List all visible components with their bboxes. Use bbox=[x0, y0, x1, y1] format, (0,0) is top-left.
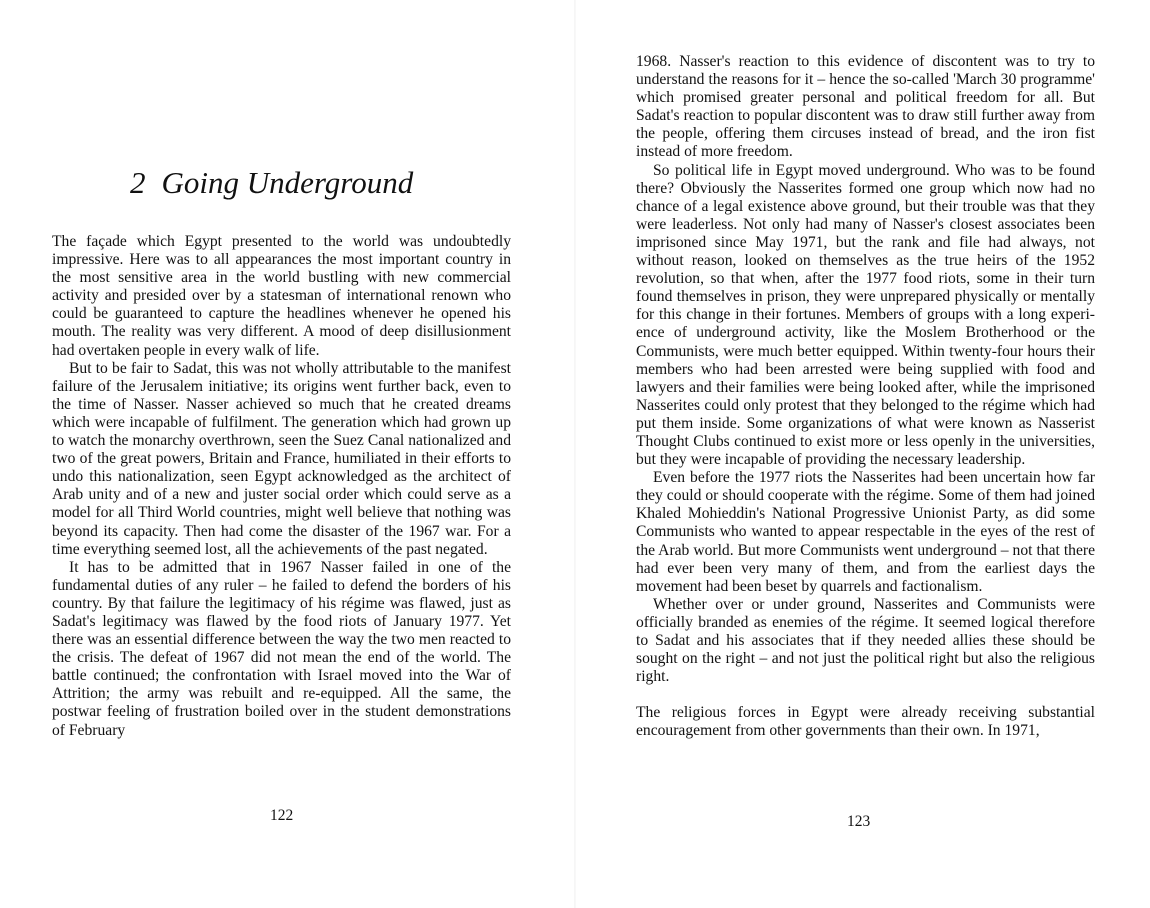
chapter-title: Going Underground bbox=[161, 165, 414, 200]
page-number: 123 bbox=[847, 813, 871, 830]
paragraph: Whether over or under ground, Nasserites and Communists were officially branded as enemies of the régime. It seemed logical therefore to Sadat and his associates that if they needed allies these should be sought on the right – and not just the political right but also the religious right. bbox=[636, 595, 1095, 686]
page-number: 122 bbox=[270, 807, 294, 824]
paragraph: The façade which Egypt presented to the world was undoubtedly impressive. Here was to all appearances the most important country in the most sensitive area in the world bustling with new commercial activity and presided over by a statesman of international renown who could be guaranteed to capture the headlines whenever he opened his mouth. The reality was very different. A mood of deep disillusionment had overtaken people in every walk of life. bbox=[52, 233, 511, 359]
right-page-body bbox=[636, 53, 1095, 740]
paragraph: The religious forces in Egypt were already receiving substantial encouragement from other governments than their own. In 1971, bbox=[636, 704, 1095, 740]
paragraph: It has to be admitted that in 1967 Nasser failed in one of the fundamental duties of any ruler – he failed to defend the borders of his country. By that failure the legitimacy of his régime was flawed, just as Sadat's legitimacy was flawed by the food riots of January 1977. Yet there was an essential difference between the way the two men reacted to the crisis. The defeat of 1967 did not mean the end of the world. The battle continued; the confrontation with Israel moved into the War of Attrition; the army was rebuilt and re-equipped. All the same, the postwar feeling of frustration boiled over in the student demonstrations of February bbox=[52, 558, 511, 739]
paragraph: 1968. Nasser's reaction to this evidence of discontent was to try to understand the reasons for it – hence the so-called 'March 30 programme' which promised greater personal and political freedom for all. But Sadat's reaction to popular discontent was to draw still further away from the people, offering them circuses instead of bread, and the iron fist instead of more freedom. bbox=[636, 53, 1095, 161]
paragraph: So political life in Egypt moved underground. Who was to be found there? Obviously the Nasserites formed one group which now had no chance of a legal existence above ground, but their trouble was that they were leaderless. Not only had many of Nasser's closest associates been imprisoned since May 1971, but the rank and file had always, not without reason, looked on themselves as the true heirs of the 1952 revolution, so that when, after the 1977 food riots, some in their turn found themselves in prison, they were unprepared physically or mentally for this change in their fortunes. Members of groups with a long experience of underground activity, like the Moslem Brotherhood or the Communists, were much better equipped. Within twenty-four hours their members who had been arrested were being supplied with food and lawyers and their families were being looked after, while the imprisoned Nasserites could only protest that they belonged to the régime which had put them inside. Some organizations of what were known as Nasserist Thought Clubs continued to exist more or less openly in the universities, but they were incapable of providing the necessary leadership. bbox=[636, 161, 1095, 469]
paragraph: Even before the 1977 riots the Nasserites had been uncertain how far they could or should cooperate with the régime. Some of them had joined Khaled Mohieddin's National Progressive Unionist Party, as did some Communists who wanted to appear respectable in the eyes of the rest of the Arab world. But more Communists went underground – not that there had ever been very many of them, and from the earliest days the movement had been beset by quarrels and factionalism. bbox=[636, 469, 1095, 595]
chapter-heading bbox=[130, 164, 413, 202]
right-page bbox=[575, 0, 1150, 908]
paragraph: But to be fair to Sadat, this was not wholly attributable to the manifest failure of the Jerusalem initiative; its origins went further back, even to the time of Nasser. Nasser achieved so much that he created dreams which were incapable of fulfilment. The generation which had grown up to watch the monarchy overthrown, seen the Suez Canal nationalized and two of the great powers, Britain and France, humiliated in their efforts to undo this nationalization, seen Egypt acknowledged as the architect of Arab unity and of a new and juster social order which could serve as a model for all Third World countries, might well believe that nothing was beyond its capacity. Then had come the disaster of the 1967 war. For a time everything seemed lost, all the achievements of the past negated. bbox=[52, 359, 511, 558]
chapter-number: 2 bbox=[130, 165, 146, 200]
left-page-body bbox=[52, 233, 511, 740]
